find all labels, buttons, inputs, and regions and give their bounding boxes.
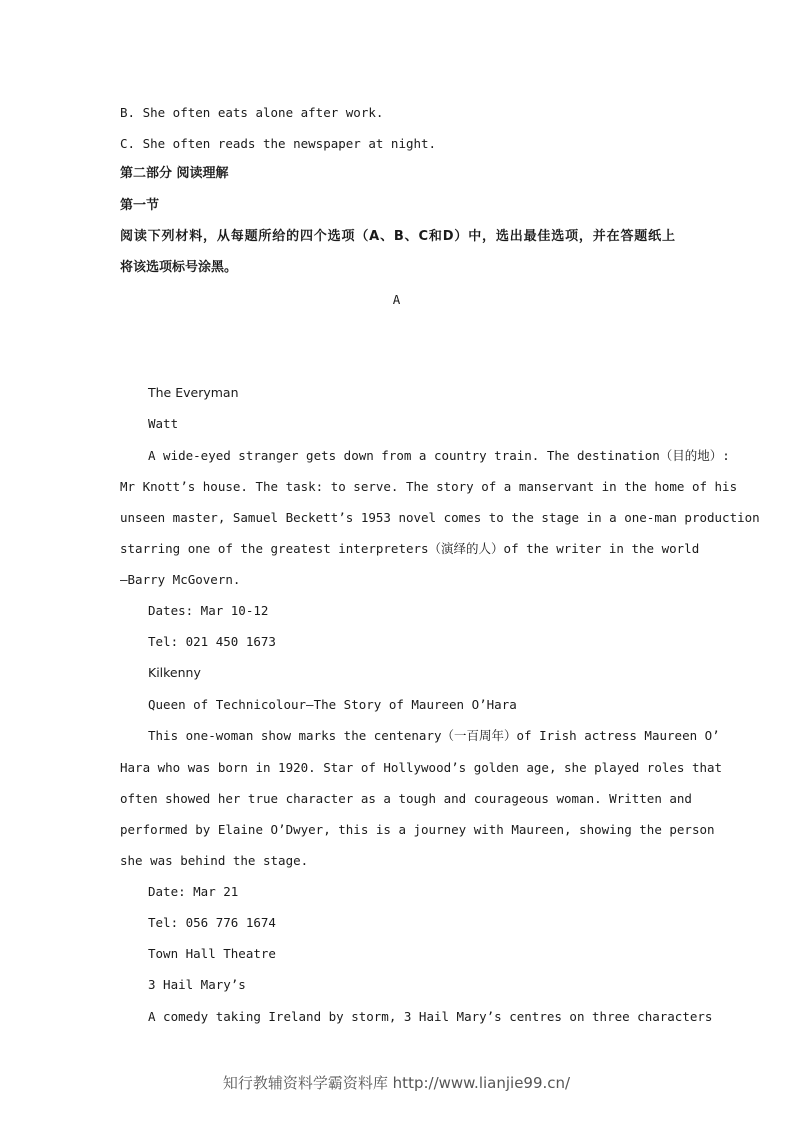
venue-heading: Town Hall Theatre	[148, 946, 276, 961]
show-dates: Dates: Mar 10-12	[148, 603, 269, 618]
paragraph-line: starring one of the greatest interpreters（演绎的人）of the writer in the world	[120, 541, 700, 556]
show-title: 3 Hail Mary’s	[148, 977, 246, 992]
venue-heading: Kilkenny	[148, 665, 201, 680]
section-part-heading: 第二部分 阅读理解	[120, 166, 229, 181]
paragraph-line: Mr Knott’s house. The task: to serve. The story of a manservant in the home of his	[120, 479, 738, 494]
passage-letter: A	[392, 292, 401, 307]
paragraph-line: performed by Elaine O’Dwyer, this is a journey with Maureen, showing the person	[120, 822, 715, 837]
paragraph-line: Hara who was born in 1920. Star of Hollywood’s golden age, she played roles that	[120, 760, 723, 775]
instruction-line-1: 阅读下列材料，从每题所给的四个选项（A、B、C和D）中，选出最佳选项，并在答题纸上	[120, 229, 675, 244]
paragraph-line: unseen master, Samuel Beckett’s 1953 novel comes to the stage in a one-man production	[120, 510, 760, 525]
show-title: Watt	[148, 416, 179, 431]
show-tel: Tel: 056 776 1674	[148, 915, 276, 930]
show-title: Queen of Technicolour—The Story of Maureen O’Hara	[148, 697, 517, 712]
show-date: Date: Mar 21	[148, 884, 239, 899]
footer-watermark: 知行教辅资料学霸资料库 http://www.lianjie99.cn/	[222, 1074, 571, 1092]
option-b: B. She often eats alone after work.	[120, 105, 384, 120]
paragraph-line: she was behind the stage.	[120, 853, 309, 868]
show-tel: Tel: 021 450 1673	[148, 634, 276, 649]
paragraph-line: A comedy taking Ireland by storm, 3 Hail Mary’s centres on three characters	[148, 1009, 713, 1024]
paragraph-line: A wide-eyed stranger gets down from a country train. The destination（目的地）:	[148, 448, 730, 463]
instruction-line-2: 将该选项标号涂黑。	[120, 260, 238, 275]
paragraph-line: —Barry McGovern.	[120, 572, 241, 587]
option-c: C. She often reads the newspaper at night.	[120, 136, 437, 151]
paragraph-line: often showed her true character as a tough and courageous woman. Written and	[120, 791, 692, 806]
paragraph-line: This one-woman show marks the centenary（一百周年）of Irish actress Maureen O’	[148, 728, 720, 743]
section-sub-heading: 第一节	[120, 198, 160, 213]
venue-heading: The Everyman	[148, 385, 239, 400]
